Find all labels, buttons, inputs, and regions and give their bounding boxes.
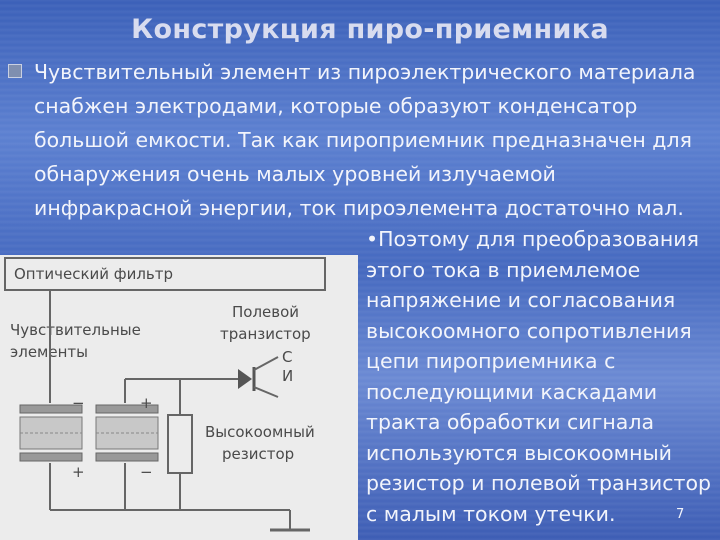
transistor-source-wire xyxy=(254,387,278,397)
sensor-element-right-bottom xyxy=(96,453,158,461)
page-number: 7 xyxy=(676,507,685,522)
transistor-drain-wire xyxy=(254,357,278,370)
left-minus-sign: − xyxy=(72,394,85,412)
sensor-element-left-bottom xyxy=(20,453,82,461)
transistor-symbol xyxy=(238,369,252,389)
side-paragraph: •Поэтому для преобразования этого тока в приемлемое напряжение и согласования высокоомного сопротивления цепи пироприемника с последующими каскадами тракта обработки сигнала используются высокоомный резистор и полевой транзистор с малым током утечки. xyxy=(366,227,712,526)
left-plus-sign: + xyxy=(72,463,85,481)
transistor-label-2: транзистор xyxy=(220,325,311,343)
bullet-marker xyxy=(8,64,22,78)
resistor-label-1: Высокоомный xyxy=(205,423,315,441)
circuit-diagram-svg xyxy=(0,255,358,540)
optical-filter-label: Оптический фильтр xyxy=(14,265,174,283)
circuit-diagram xyxy=(0,255,358,540)
intro-paragraph: Чувствительный элемент из пироэлектрического материала снабжен электродами, которые образуют конденсатор большой емкости. Так как пироприемник предназначен для обнаружения очень малых уровней излучаемой инфракрасной энергии, ток пироэлемента достаточно мал. xyxy=(34,60,696,220)
resistor-body xyxy=(168,415,192,473)
right-plus-sign: + xyxy=(140,394,153,412)
resistor-label-2: резистор xyxy=(222,445,295,463)
drain-label: С xyxy=(282,348,293,366)
right-minus-sign: − xyxy=(140,463,153,481)
sensing-elements-label-1: Чувствительные xyxy=(10,321,141,339)
transistor-label-1: Полевой xyxy=(232,303,300,321)
sensing-elements-label-2: элементы xyxy=(10,343,88,361)
slide-title: Конструкция пиро-приемника xyxy=(131,14,609,45)
source-label: И xyxy=(282,367,294,385)
